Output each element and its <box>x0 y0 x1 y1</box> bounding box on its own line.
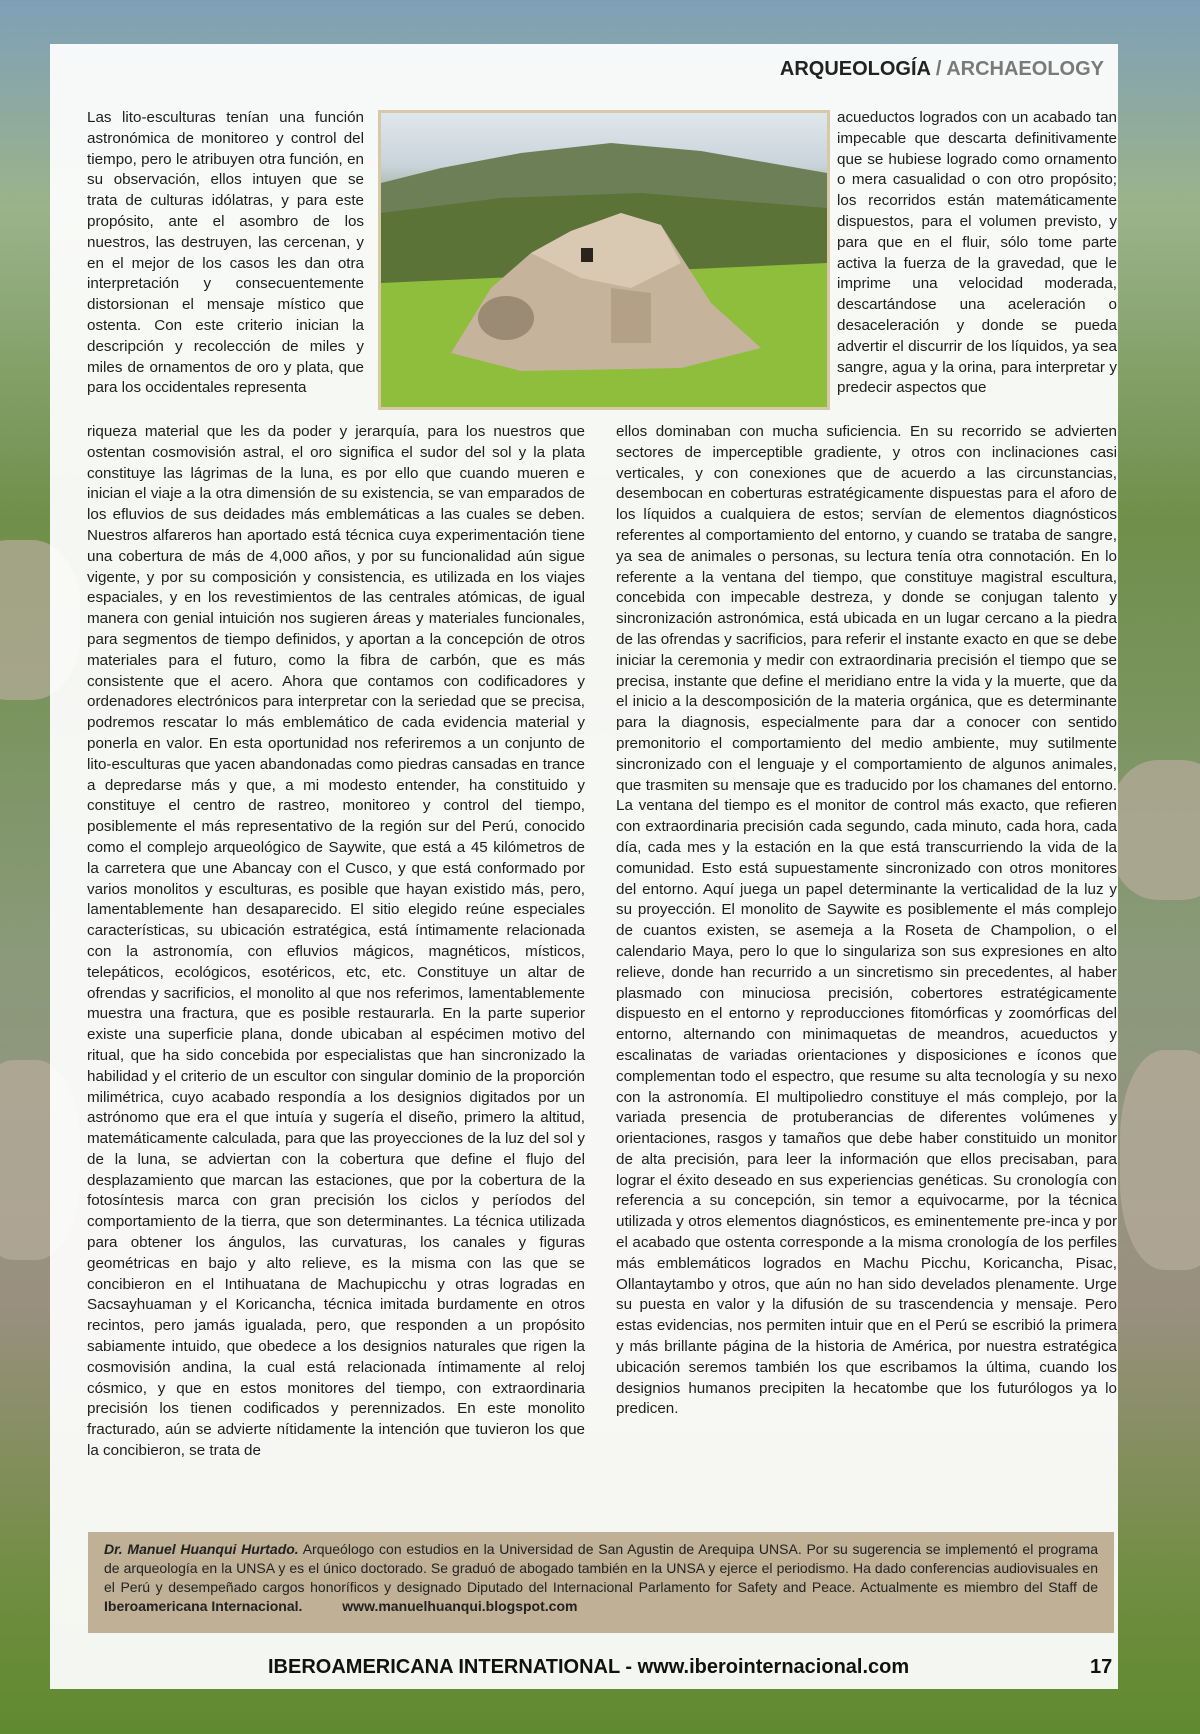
section-header <box>780 58 1104 81</box>
author-bio-text: Arqueólogo con estudios en la Universidad de San Agustin de Arequipa UNSA. Por su sugerencia se implementó el programa de arqueología en la UNSA y es el único doctorado. Se graduó de abogado también en la UNSA y ejerce el periodismo. Ha dado conferencias audiovisuales en el Perú y desempeñado cargos honoríficos y designado Diputado del Internacional Parlamento for Safety and Peace. Actualmente es miembro del Staff de <box>104 1541 1098 1595</box>
footer-publication-title: IBEROAMERICANA INTERNATIONAL - www.iberointernacional.com <box>268 1656 910 1678</box>
author-organization: Iberoamericana Internacional. <box>104 1598 303 1614</box>
magazine-page <box>50 44 1118 1689</box>
page-number: 17 <box>1090 1656 1113 1678</box>
saywite-monolith-image <box>381 113 827 407</box>
section-title-en: ARCHAEOLOGY <box>946 58 1104 80</box>
author-blog-link[interactable]: www.manuelhuanqui.blogspot.com <box>342 1598 578 1614</box>
background-stone <box>1120 1050 1200 1270</box>
monolith-photo <box>378 110 830 410</box>
article-text-left-main: riqueza material que les da poder y jerarquía, para los nuestros que ostentan cosmovisión astral, el oro significa el sudor del sol y la plata constituye las lágrimas de la luna, es por ello que cuando mueren e inician el viaje a la otra dimensión de su existencia, se van emparados de los efluvios de sus deidades más emblemáticas a las cuales se deben. Nuestros alfareros han aportado está técnica cuya experimentación tiene una cobertura de más de 4,000 años, y por su funcionalidad aún sigue vigente, y por su composición y consistencia, es utilizada en los viajes espaciales, y en los revestimientos de las centrales atómicas, de igual manera con genial intuición nos sugieren áreas y materiales funcionales, para segmentos de tiempo definidos, y aportan a la concepción de otros materiales para el futuro, como la fibra de carbón, que es más consistente que el acero. Ahora que contamos con codificadores y ordenadores electrónicos para interpretar con la seriedad que se precisa, podremos rescatar lo más emblemático de cada evidencia material y ponerla en valor. En esta oportunidad nos referiremos a un conjunto de lito-esculturas que yacen abandonadas como piedras cansadas en trance a depredarse más y que, a mi modesto entender, ha constituido y constituye el centro de rastreo, monitoreo y control del tiempo, posiblemente el más representativo de la región sur del Perú, conocido como el complejo arqueológico de Saywite, que está a 45 kilómetros de la carretera que une Abancay con el Cusco, y que está conformado por varios monolitos y esculturas, es posible que hayan existido más, pero, lamentablemente han desaparecido. El sitio elegido reúne especiales características, su ubicación estratégica, está íntimamente relacionada con la astronomía, con efluvios mágicos, magnéticos, místicos, telepáticos, ecológicos, esotéricos, etc, etc. Constituye un altar de ofrendas y sacrificios, el monolito al que nos referimos, lamentablemente muestra una fractura, que es posible restaurarla. En la parte superior existe una superficie plana, donde ubicaban al espécimen motivo del ritual, que ha sido concebida por especialistas que han sincronizado la habilidad y el criterio de un escultor con singular dominio de la proporción milimétrica, cuyo acabado respondía a los designios digitados por un astrónomo que era el que intuía y sugería el diseño, primero la altitud, matemáticamente calculada, para que las proyecciones de la luz del sol y de la luna, se adviertan con la cobertura que define el flujo del desplazamiento que marcan las estaciones, que por la cobertura de la fotosíntesis marca con gran precisión los ciclos y períodos del comportamiento de la tierra, que son determinantes. La técnica utilizada para obtener los ángulos, las curvaturas, los canales y figuras geométricas en bajo y alto relieve, es la misma con las que se concibieron en el Intihuatana de Machupicchu y otras logradas en Sacsayhuaman y el Koricancha, técnica imitada burdamente en otros recintos, pero jamás igualada, pero, que responden a un propósito sabiamente intuido, que obedece a los designios naturales que rigen la cosmovisión andina, la cual está relacionada íntimamente al reloj cósmico, y que en estos monitores del tiempo, con extraordinaria precisión los tienen codificados y perennizados. En este monolito fracturado, aún se advierte nítidamente la intención que tuvieron los que la concibieron, se trata de <box>87 423 585 1460</box>
background-stone <box>1110 760 1200 900</box>
section-title-es: ARQUEOLOGÍA <box>779 58 931 80</box>
article-text-right-top: acueductos logrados con un acabado tan impecable que descarta definitivamente que se hubiese logrado como ornamento o mera casualidad o con otro propósito; los recorridos están matemáticamente dispuestos, para el volumen previsto, y para que en el fluir, sólo tome parte activa la fuerza de la gravedad, que le imprime una velocidad moderada, descartándose una aceleración o desaceleración y donde se pueda advertir el discurrir de los líquidos, ya sea sangre, agua y la orina, para interpretar y predecir aspectos que <box>837 109 1117 397</box>
author-bio-box <box>88 1532 1114 1633</box>
article-text-left-top: Las lito-esculturas tenían una función astronómica de monitoreo y control del tiempo, pero le atribuyen otra función, en su observación, ellos intuyen que se trata de culturas idólatras, y para este propósito, ante el asombro de los nuestros, las destruyen, las cercenan, y en el mejor de los casos les dan otra interpretación y consecuentemente distorsionan el mensaje místico que ostenta. Con este criterio inician la descripción y recolección de miles y miles de ornamentos de oro y plata, que para los occidentales representa <box>87 109 364 397</box>
article-text-right-main: ellos dominaban con mucha suficiencia. En su recorrido se advierten sectores de imperceptible gradiente, y otros con inclinaciones casi verticales, y con conexiones que de acuerdo a las circunstancias, desembocan en coberturas estratégicamente dispuestas para el aforo de los líquidos a cualquiera de estos; servían de elementos diagnósticos referentes al comportamiento del entorno, y cuando se trataba de sangre, ya sea de animales o personas, su lectura tenía otra connotación. En lo referente a la ventana del tiempo, que constituye magistral escultura, concebida con impecable destreza, y donde se conjugan talento y sincronización astronómica, está ubicada en un lugar cercano a la piedra de las ofrendas y sacrificios, para referir el instante exacto en que se debe iniciar la ceremonia y medir con extraordinaria precisión el tiempo que se precisa, instante que define el meridiano entre la vida y la muerte, que da el inicio a la descomposición de la materia orgánica, que es determinante para la diagnosis, especialmente para dar a conocer con sentido premonitorio el comportamiento del medio ambiente, muy sutilmente sincronizado con el lenguaje y el comportamiento de algunos animales, que trasmiten su mensaje que es traducido por los chamanes del entorno. La ventana del tiempo es el monitor de control más exacto, que refieren con extraordinaria precisión cada segundo, cada minuto, cada hora, cada día, cada mes y la estación en la que está transcurriendo la vida de la comunidad. Esto está supuestamente sincronizado con otros monitores del entorno. Aquí juega un papel determinante la verticalidad de la luz y su proyección. El monolito de Saywite es posiblemente el más complejo de cuantos existen, se asemeja a la Roseta de Champolion, o el calendario Maya, pero lo que lo singulariza son sus expresiones en alto relieve, donde han recurrido a un sincretismo sin precedentes, al haber plasmado con minuciosa precisión, cobertores estratégicamente dispuesto en el entorno y reproducciones fitomórficas y zoomórficas del entorno, alternando con minimaquetas de meandros, acueductos y escalinatas de variadas orientaciones y disposiciones e íconos que complementan todo el espectro, que resume su alta tecnología y su nexo con la astronomía. El multipoliedro constituye el más complejo, por la variada presencia de protuberancias de diferentes volúmenes y orientaciones, rasgos y tamaños que debe haber constituido un monitor de alta precisión, para leer la información que ellos precisaban, para lograr el éxito deseado en sus experiencias genéticas. Su cronología con referencia a su concepción, sin temor a equivocarme, por la técnica utilizada y otros elementos diagnósticos, es eminentemente pre-inca y por el acabado que ostenta corresponde a la misma cronología de los perfiles más emblemáticos logrados en Machu Picchu, Koricancha, Pisac, Ollantaytambo y otros, que aún no han sido develados plenamente. Urge su puesta en valor y la difusión de su trascendencia y mensaje. Pero estas evidencias, nos permiten intuir que en el Perú se escribió la primera y más brillante página de la historia de América, por nuestra estratégica ubicación seremos también los que escribamos la última, cuando los designios humanos precipiten la hecatombe que los futurólogos ya lo predicen. <box>616 423 1117 1418</box>
section-separator: / <box>935 58 942 80</box>
author-name: Dr. Manuel Huanqui Hurtado. <box>104 1541 299 1557</box>
